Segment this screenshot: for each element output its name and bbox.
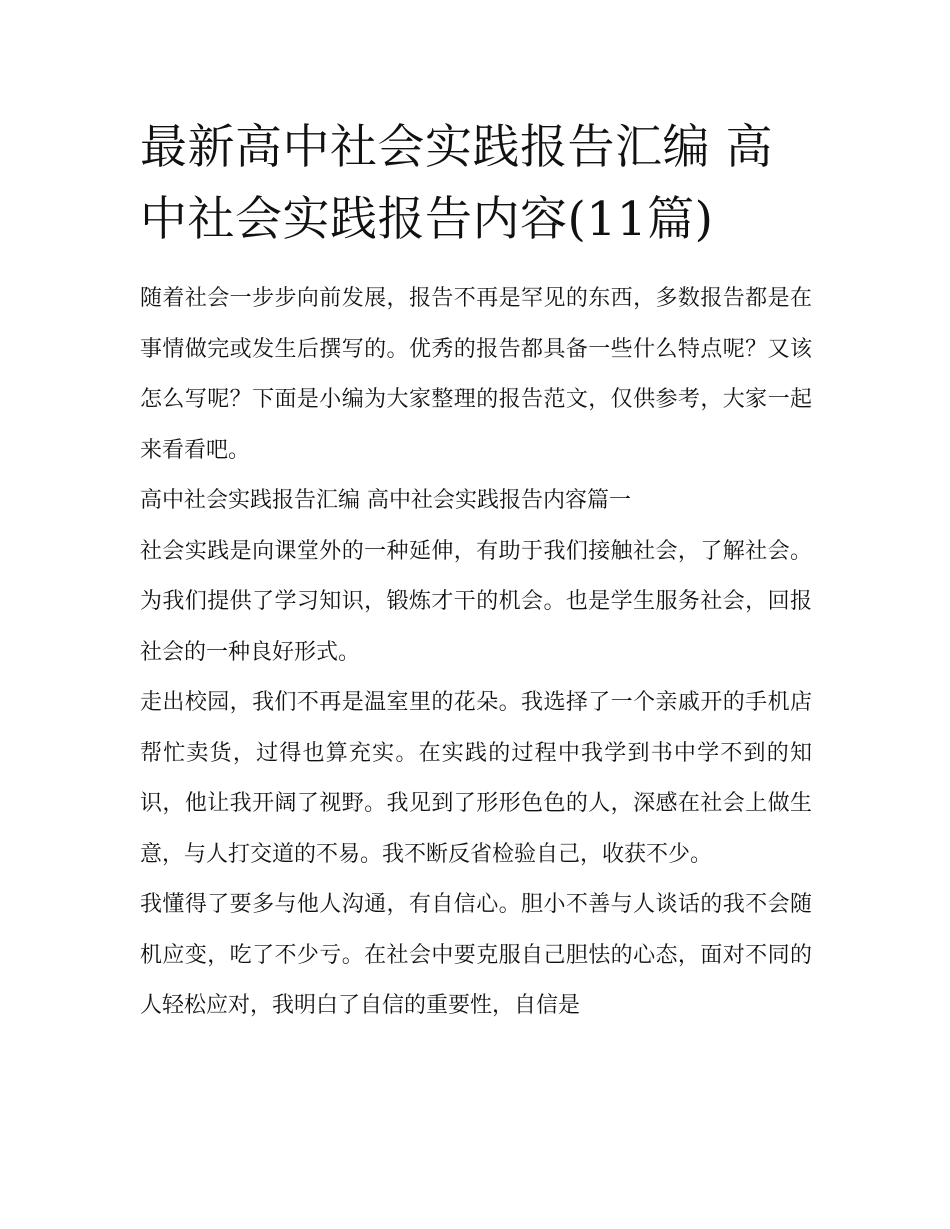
body-paragraph-1: 社会实践是向课堂外的一种延伸，有助于我们接触社会，了解社会。为我们提供了学习知识，锻炼才干的机会。也是学生服务社会，回报社会的一种良好形式。 xyxy=(140,538,812,665)
body-paragraph-3: 我懂得了要多与他人沟通，有自信心。胆小不善与人谈话的我不会随机应变，吃了不少亏。在社会中要克服自己胆怯的心态，面对不同的人轻松应对，我明白了自信的重要性，自信是 xyxy=(140,892,812,1018)
document-body xyxy=(140,112,812,1032)
body-paragraph-2: 走出校园，我们不再是温室里的花朵。我选择了一个亲戚开的手机店帮忙卖货，过得也算充实。在实践的过程中我学到书中学不到的知识，他让我开阔了视野。我见到了形形色色的人，深感在社会上做生意，与人打交道的不易。我不断反省检验自己，收获不少。 xyxy=(140,690,812,867)
intro-paragraph: 随着社会一步步向前发展，报告不再是罕见的东西，多数报告都是在事情做完或发生后撰写的。优秀的报告都具备一些什么特点呢？又该怎么写呢？下面是小编为大家整理的报告范文，仅供参考，大家一起来看看吧。 xyxy=(140,286,812,463)
section-heading: 高中社会实践报告汇编 高中社会实践报告内容篇一 xyxy=(140,488,631,513)
document-title: 最新高中社会实践报告汇编 高中社会实践报告内容(11篇) xyxy=(140,120,773,247)
